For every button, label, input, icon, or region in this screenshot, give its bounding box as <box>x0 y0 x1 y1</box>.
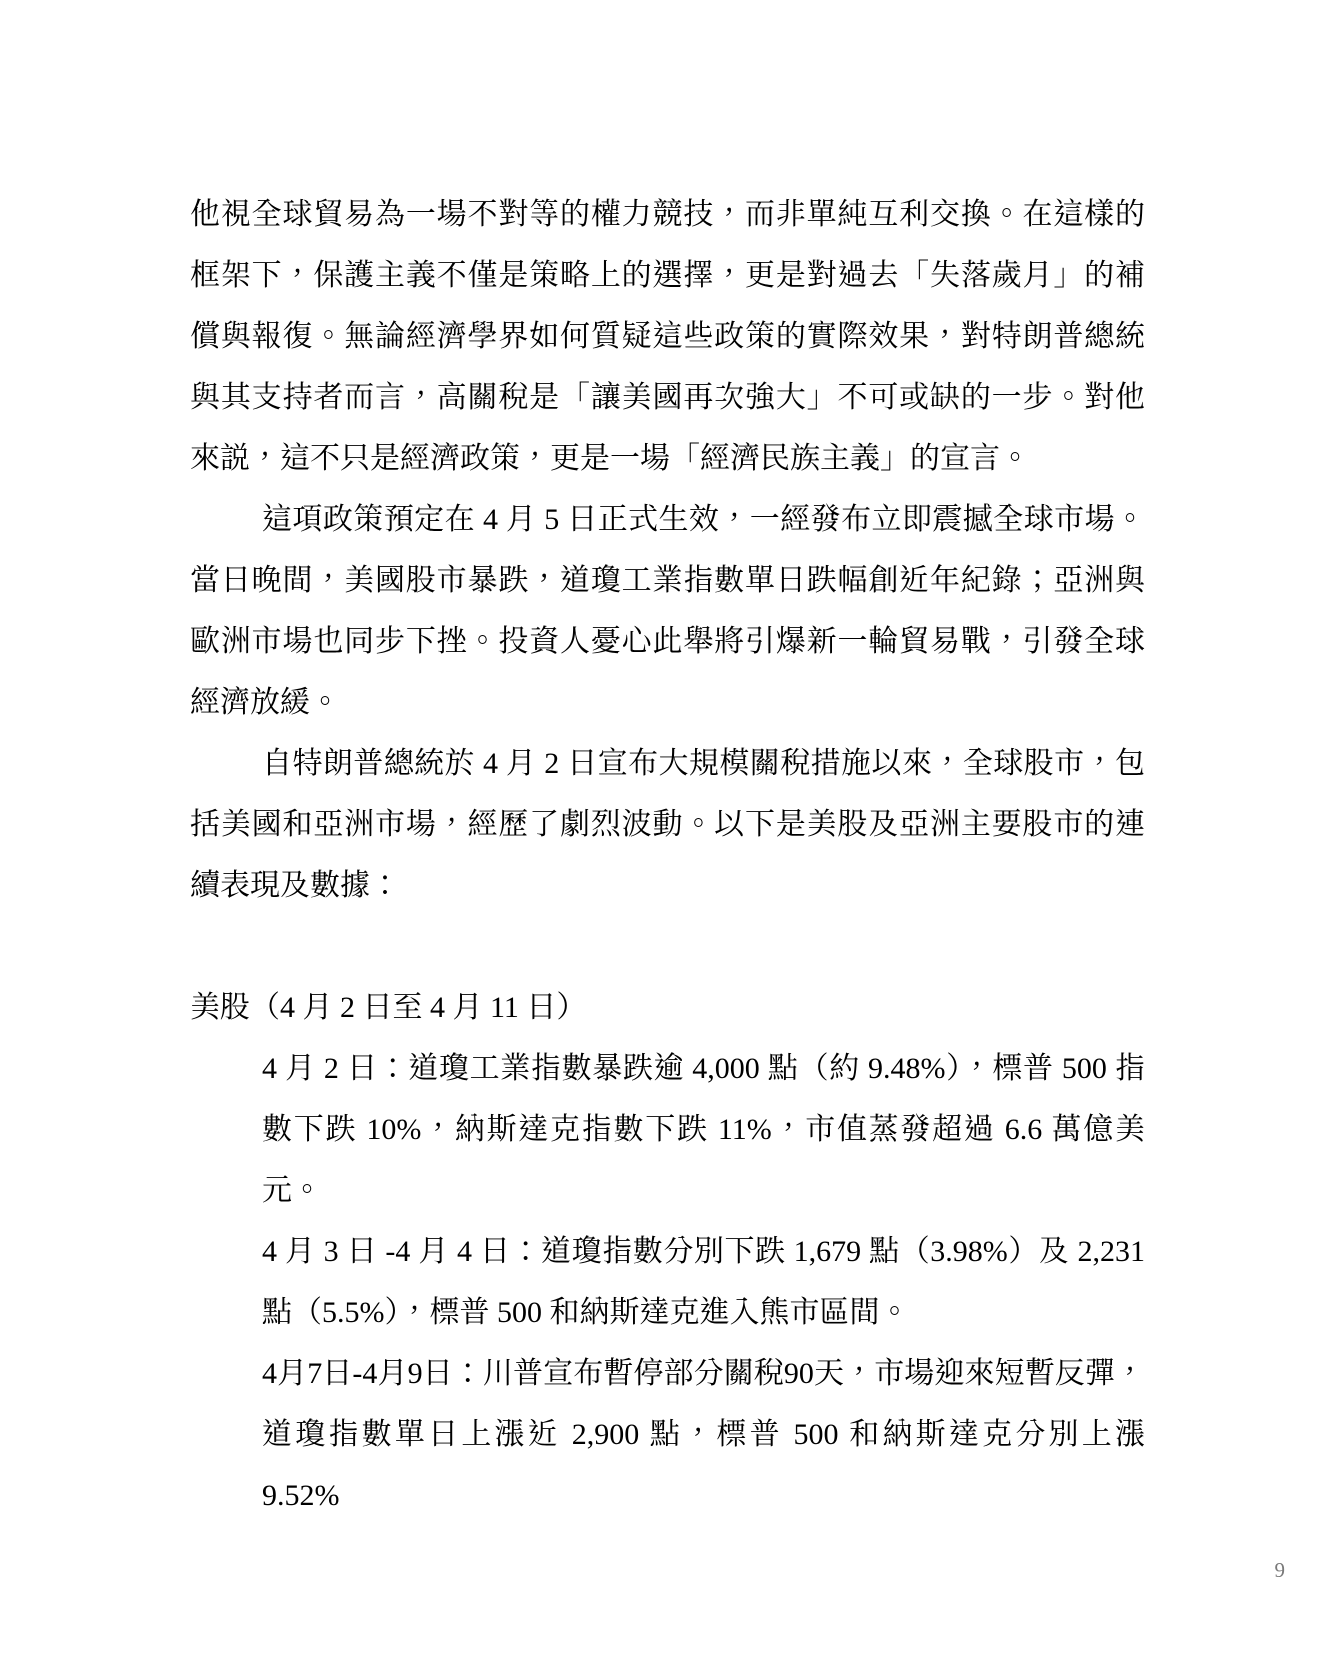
events-list <box>190 1038 1145 1526</box>
page-number: 9 <box>1274 1558 1285 1582</box>
body-paragraph-2: 這項政策預定在 4 月 5 日正式生效，一經發布立即震撼全球市場。當日晚間，美國股市暴跌，道瓊工業指數單日跌幅創近年紀錄；亞洲與歐洲市場也同步下挫。投資人憂心此舉將引爆新一輪貿易戰，引發全球經濟放緩。 <box>190 503 1145 719</box>
text-block <box>190 184 1145 1526</box>
blank-line-spacer <box>190 916 1145 977</box>
event-item-april-7-9: 4月7日-4月9日：川普宣布暫停部分關稅90天，市場迎來短暫反彈，道瓊指數單日上漲近 2,900 點，標普 500 和納斯達克分別上漲 9.52% <box>262 1357 1145 1512</box>
body-paragraph-3: 自特朗普總統於 4 月 2 日宣布大規模關稅措施以來，全球股市，包括美國和亞洲市場，經歷了劇烈波動。以下是美股及亞洲主要股市的連續表現及數據： <box>190 747 1145 902</box>
section-heading-us-stocks: 美股（4 月 2 日至 4 月 11 日） <box>190 991 587 1024</box>
body-paragraph-1: 他視全球貿易為一場不對等的權力競技，而非單純互利交換。在這樣的框架下，保護主義不僅是策略上的選擇，更是對過去「失落歲月」的補償與報復。無論經濟學界如何質疑這些政策的實際效果，對特朗普總統與其支持者而言，高關稅是「讓美國再次強大」不可或缺的一步。對他來説，這不只是經濟政策，更是一場「經濟民族主義」的宣言。 <box>190 198 1145 475</box>
event-item-april-2: 4 月 2 日：道瓊工業指數暴跌逾 4,000 點（約 9.48%），標普 500 指數下跌 10%，納斯達克指數下跌 11%，市值蒸發超過 6.6 萬億美元。 <box>262 1052 1145 1207</box>
event-item-april-3-4: 4 月 3 日 -4 月 4 日：道瓊指數分別下跌 1,679 點（3.98%）及 2,231 點（5.5%），標普 500 和納斯達克進入熊市區間。 <box>262 1235 1145 1329</box>
